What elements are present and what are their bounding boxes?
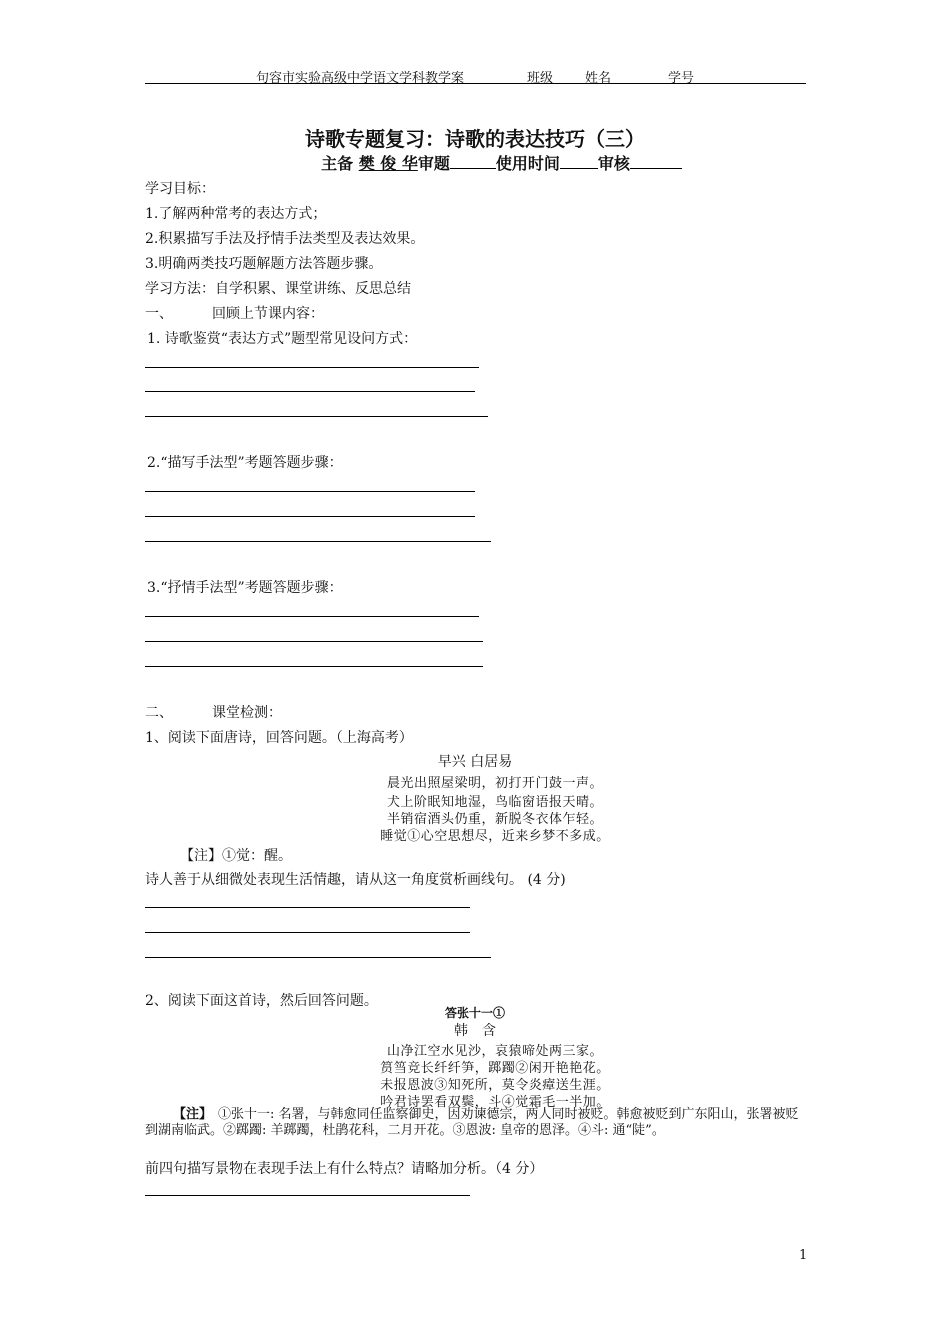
review-blank (450, 154, 496, 169)
q2-poem-title: 答张十一① (444, 1006, 505, 1020)
review-question-1: 1. 诗歌鉴赏“表达方式”题型常见设问方式： (147, 331, 418, 347)
section2-number: 二、 (145, 705, 173, 721)
answer-line (145, 491, 475, 492)
answer-line (145, 616, 479, 617)
poem-line: 睡觉①心空思想尽，近来乡梦不多成。 (380, 829, 610, 844)
objective-item: 1.了解两种常考的表达方式； (145, 206, 327, 222)
q1-poem-title: 早兴 白居易 (437, 754, 513, 770)
section2-heading: 课堂检测： (212, 705, 282, 721)
q2-question: 前四句描写景物在表现手法上有什么特点？请略加分析。（4 分） (145, 1161, 544, 1177)
chief-label: 主备 (321, 154, 354, 173)
class-label: 班级 (527, 71, 554, 86)
q2-note-label: 【注】 (173, 1107, 213, 1122)
poem-line: 未报恩波③知死所，莫令炎瘴送生涯。 (380, 1078, 610, 1093)
study-method: 学习方法：自学积累、课堂讲练、反思总结 (145, 281, 411, 297)
header-rule (145, 83, 806, 84)
review-question-3: 3.“抒情手法型”考题答题步骤： (147, 580, 343, 596)
review-label: 审题 (417, 154, 450, 173)
review-question-2: 2.“描写手法型”考题答题步骤： (147, 455, 343, 471)
student-number-label: 学号 (668, 71, 695, 86)
poem-line: 犬上阶眠知地湿，鸟临窗语报天晴。 (386, 795, 603, 810)
name-label: 姓名 (585, 71, 612, 86)
poem-line: 晨光出照屋梁明，初打开门鼓一声。 (386, 776, 603, 791)
answer-line (145, 957, 491, 958)
answer-line (145, 391, 475, 392)
poem-line: 半销宿酒头仍重，新脱冬衣体乍轻。 (386, 812, 603, 827)
poem-line: 山净江空水见沙，哀猿啼处两三家。 (386, 1044, 603, 1059)
answer-line (145, 367, 479, 368)
audit-label: 审核 (597, 154, 630, 173)
section1-number: 一、 (145, 306, 173, 322)
q1-note: 【注】①觉：醒。 (180, 848, 292, 864)
time-blank (560, 154, 598, 169)
chief-name: 樊 俊 华 (358, 154, 418, 173)
page-title: 诗歌专题复习：诗歌的表达技巧（三） (305, 127, 645, 151)
answer-line (145, 416, 488, 417)
objective-item: 2.积累描写手法及抒情手法类型及表达效果。 (145, 231, 425, 247)
school-header: 句容市实验高级中学语文学科教学案 (256, 71, 465, 86)
q1-question: 诗人善于从细微处表现生活情趣，请从这一角度赏析画线句。 (4 分) (145, 872, 566, 888)
q2-note (145, 1107, 809, 1139)
q2-prompt: 2、阅读下面这首诗，然后回答问题。 (145, 993, 378, 1009)
subtitle (0, 151, 950, 174)
q2-poem-author: 韩 含 (454, 1023, 496, 1039)
objective-item: 3.明确两类技巧题解题方法答题步骤。 (145, 256, 383, 272)
audit-blank (630, 154, 682, 169)
answer-line (145, 541, 491, 542)
objectives-heading: 学习目标： (145, 181, 215, 197)
answer-line (145, 907, 470, 908)
answer-line (145, 516, 475, 517)
poem-line: 筼筜竞长纤纤笋，踯躅②闲开艳艳花。 (380, 1061, 610, 1076)
answer-line (145, 641, 483, 642)
q1-prompt: 1、阅读下面唐诗，回答问题。（上海高考） (145, 730, 413, 746)
q2-note-text: ①张十一: 名署，与韩愈同任监察御史，因劝谏德宗，两人同时被贬。韩愈被贬到广东阳山，张署被贬到湖南临武。②踯躅: 羊踯躅，杜鹃花科，二月开花。③恩波: 皇帝的恩泽。④斗: 通“陡”。 (145, 1107, 799, 1138)
time-label: 使用时间 (495, 154, 560, 173)
answer-line (145, 1195, 470, 1196)
page-number: 1 (799, 1248, 808, 1263)
answer-line (145, 666, 483, 667)
answer-line (145, 932, 470, 933)
poem-line: 吟君诗罢看双鬓，斗④觉霜毛一半加。 (380, 1095, 610, 1110)
section1-heading: 回顾上节课内容： (212, 306, 324, 322)
